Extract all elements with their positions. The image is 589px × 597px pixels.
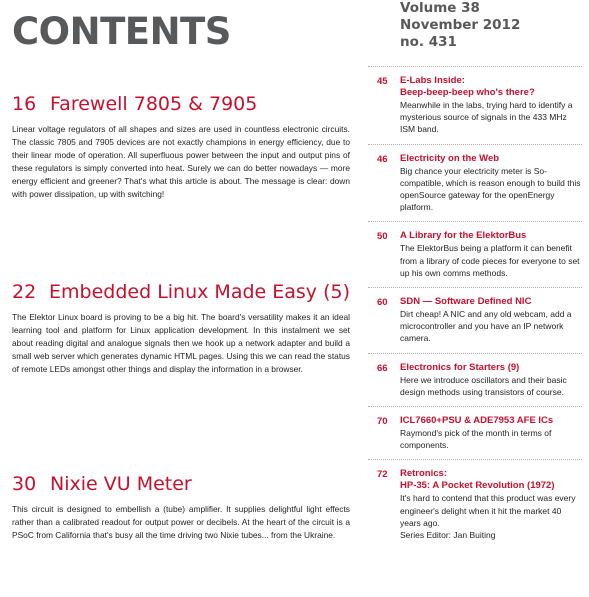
feature-page-number: 30 [12,473,37,495]
feature-article[interactable] [12,93,350,202]
contents-item[interactable] [368,407,582,460]
contents-item[interactable] [368,460,582,549]
contents-item[interactable] [368,145,582,223]
item-description: The ElektorBus being a platform it can benefit from a library of code pieces for everyone to set up his own comms methods. [400,243,580,278]
item-description: Here we introduce oscillators and their basic design methods using transistors of course. [400,374,567,397]
item-description: Dirt cheap! A NIC and any old webcam, add a microcontroller and you have an IP network camera. [400,309,572,344]
feature-title: Farewell 7805 & 7905 [50,93,258,115]
item-page-number: 72 [377,469,388,481]
feature-heading [12,93,350,115]
feature-page-number: 22 [12,281,37,303]
feature-description: This circuit is designed to embellish a (tube) amplifier. It supplies delightful light effects rather than a calibrated readout for output power or decibels. At the heart of the circuit is a PSoC from California that's busy all the time driving two Nixie tubes... from the Ukraine. [12,504,350,541]
item-title: Retronics: [400,468,447,480]
item-page-number: 66 [377,362,388,374]
feature-page-number: 16 [12,93,37,115]
item-subtitle: HP-35: A Pocket Revolution (1972) [400,480,555,492]
item-description: Raymond's pick of the month in terms of components. [400,428,552,451]
feature-title: Nixie VU Meter [50,473,192,495]
item-title: SDN — Software Defined NIC [400,296,532,308]
item-page-number: 50 [377,231,388,243]
item-title: Electronics for Starters (9) [400,361,520,373]
issue-info [400,0,520,51]
volume-label: Volume 38 [400,0,480,16]
issue-number: no. 431 [400,34,457,50]
item-description: It's hard to contend that this product was every engineer's delight when it hit the market 40 years ago. [400,493,576,528]
issue-date: November 2012 [400,17,521,33]
item-page-number: 45 [377,76,388,87]
feature-article[interactable] [12,473,350,542]
contents-item[interactable] [368,354,582,407]
contents-item[interactable] [368,67,582,145]
item-title: ICL7660+PSU & ADE7953 AFE ICs [400,415,554,427]
contents-item[interactable] [368,288,582,354]
item-page-number: 70 [377,416,388,428]
feature-heading [12,281,350,303]
feature-heading [12,473,350,495]
item-title: Electricity on the Web [400,152,500,164]
series-editor: Series Editor: Jan Buiting [400,530,496,541]
item-page-number: 46 [377,153,388,165]
item-title: A Library for the ElektorBus [400,230,527,242]
feature-title: Embedded Linux Made Easy (5) [49,281,350,303]
contents-list [368,66,582,549]
feature-description: The Elektor Linux board is proving to be a big hit. The board's versatility makes it an ideal learning tool and platform for Linux application development. In this instalment we set about reading digital and analogue signals then we hook up a network adapter and build a small web server which generates dynamic HTML pages. Using this we can read the status of remote LEDs amongst other things and display the information in a browser. [12,312,350,375]
feature-description: Linear voltage regulators of all shapes and sizes are used in countless electronic circuits. The classic 7805 and 7905 devices are not exactly champions in energy efficiency, due to their linear mode of operation. All superfluous power between the input and output pins of these regulators is simply converted into heat. Surely we can do better nowadays — more energy efficient and greener? That's what this article is about. The message is clear: down with power dissipation, up with switching! [12,124,350,200]
feature-article[interactable] [12,281,350,376]
item-description: Meanwhile in the labs, trying hard to identify a mysterious source of signals in the 433 MHz ISM band. [400,100,573,135]
page-title: CONTENTS [12,10,231,53]
item-title: E-Labs Inside: [400,75,465,86]
item-subtitle: Beep-beep-beep who's there? [400,87,535,98]
item-page-number: 60 [377,297,388,309]
contents-item[interactable] [368,222,582,288]
item-description: Big chance your electricity meter is So-compatible, which is reason enough to build this openSource gateway for the openEnergy platform. [400,165,581,213]
